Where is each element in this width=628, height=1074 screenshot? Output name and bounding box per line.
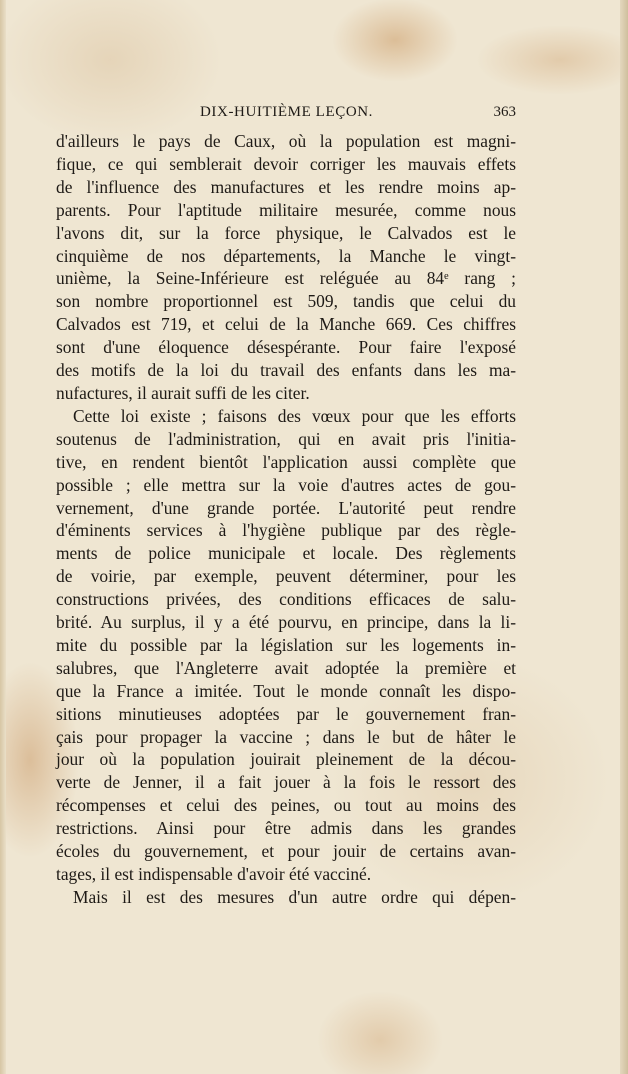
text-line: d'ailleurs le pays de Caux, où la population est magni- (56, 131, 516, 151)
text-line: l'avons dit, sur la force physique, le Calvados est le (56, 222, 516, 243)
text-line: jour où la population jouirait pleinement de la décou- (56, 749, 516, 770)
text-line: possible ; elle mettra sur la voie d'autres actes de gou- (56, 474, 516, 495)
text-line: récompenses et celui des peines, ou tout au moins des (56, 795, 516, 816)
running-head: DIX-HUITIÈME LEÇON. (200, 104, 374, 120)
text-line: que la France a imitée. Tout le monde connaît les dispo- (56, 680, 516, 701)
paragraph-first-line: Cette loi existe ; faisons des vœux pour que les efforts (73, 405, 516, 426)
text-line: brité. Au surplus, il y a été pourvu, en principe, dans la li- (56, 612, 516, 633)
text-line: verte de Jenner, il a fait jouer à la fois le ressort des (56, 772, 516, 793)
paragraph-end-line: tages, il est indispensable d'avoir été vacciné. (56, 864, 372, 884)
text-line: unième, la Seine-Inférieure est reléguée au 84ᵉ rang ; (56, 268, 516, 289)
page-header (58, 104, 516, 126)
text-line: d'éminents services à l'hygiène publique par des règle- (56, 520, 516, 541)
text-line: soutenus de l'administration, qui en avait pris l'initia- (56, 428, 516, 449)
text-line: restrictions. Ainsi pour être admis dans les grandes (56, 818, 516, 839)
text-line: parents. Pour l'aptitude militaire mesurée, comme nous (56, 199, 516, 220)
text-line: vernement, d'une grande portée. L'autorité peut rendre (56, 497, 516, 518)
paragraph-first-line: Mais il est des mesures d'un autre ordre qui dépen- (73, 886, 516, 907)
page-number: 363 (493, 104, 516, 120)
text-line: salubres, que l'Angleterre avait adoptée la première et (56, 657, 516, 678)
text-line: de voirie, par exemple, peuvent déterminer, pour les (56, 566, 516, 587)
text-line: çais pour propager la vaccine ; dans le but de hâter le (56, 726, 516, 747)
text-line: sont d'une éloquence désespérante. Pour faire l'exposé (56, 337, 516, 358)
text-line: de l'influence des manufactures et les rendre moins ap- (56, 176, 516, 197)
text-line: mite du possible par la législation sur les logements in- (56, 634, 516, 655)
text-line: son nombre proportionnel est 509, tandis que celui du (56, 291, 516, 312)
text-line: sitions minutieuses adoptées par le gouvernement fran- (56, 703, 516, 724)
text-line: des motifs de la loi du travail des enfants dans les ma- (56, 360, 516, 381)
text-line: Calvados est 719, et celui de la Manche 669. Ces chiffres (56, 314, 516, 335)
text-line: fique, ce qui semblerait devoir corriger les mauvais effets (56, 153, 516, 174)
body-text (56, 130, 516, 909)
paragraph-end-line: nufactures, il aurait suffi de les citer. (56, 382, 310, 403)
text-line: cinquième de nos départements, la Manche le vingt- (56, 245, 516, 266)
text-line: tive, en rendent bientôt l'application aussi complète que (56, 451, 516, 472)
page-left-edge (0, 0, 6, 1074)
text-line: ments de police municipale et locale. Des règlements (56, 543, 516, 564)
text-line: écoles du gouvernement, et pour jouir de certains avan- (56, 841, 516, 862)
page-right-edge (620, 0, 628, 1074)
text-line: constructions privées, des conditions efficaces de salu- (56, 589, 516, 610)
